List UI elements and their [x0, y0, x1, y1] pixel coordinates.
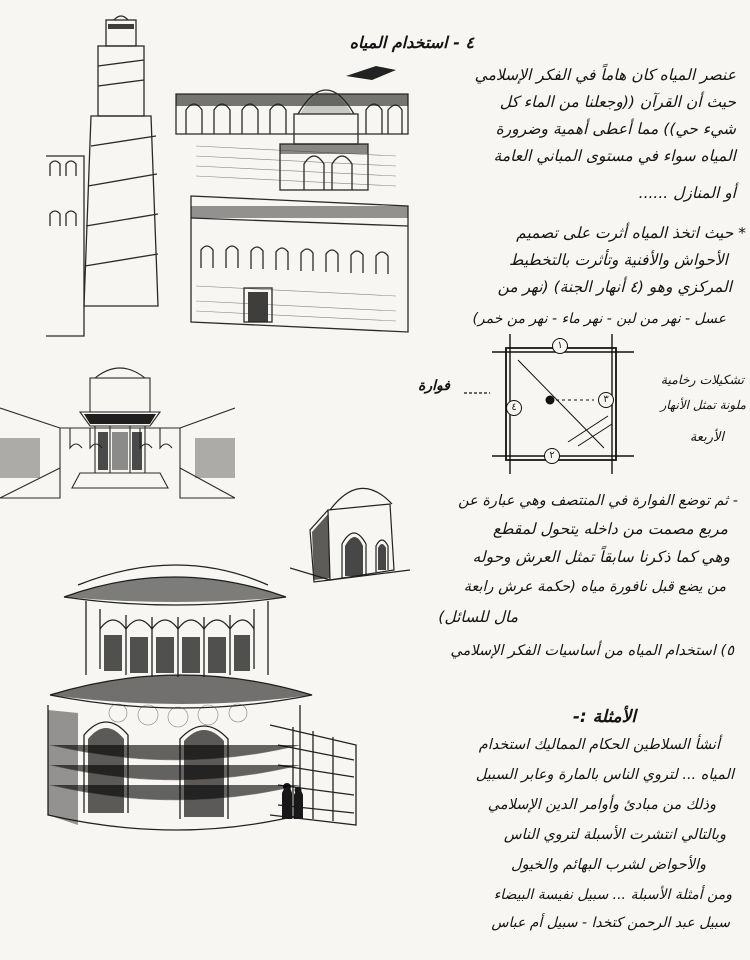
paragraph-line: أو المنازل ......	[638, 184, 736, 202]
paragraph-line: أنشأ السلاطين الحكام المماليك استخدام	[478, 737, 720, 753]
paragraph-line: - ثم توضع الفوارة في المنتصف وهي عبارة عن	[458, 493, 738, 509]
diagram-number: ٤	[506, 400, 522, 416]
paragraph-line: المياه سواء في مستوى المباني العامة	[493, 147, 736, 165]
diagram-caption: تشكيلات رخامية	[660, 372, 744, 387]
diagram-number: ٣	[598, 392, 614, 408]
paragraph-line: ومن أمثلة الأسبلة ... سبيل نفيسة البيضاء	[493, 887, 732, 903]
paragraph-line: شيء حي)) مما أعطى أهمية وضرورة	[495, 120, 736, 138]
four-rivers-diagram	[488, 334, 638, 474]
paragraph-line: والأحواض لشرب البهائم والخيول	[511, 857, 706, 873]
paragraph-line: * حيث اتخذ المياه أثرت على تصميم	[516, 224, 746, 242]
diagram-caption: الأربعة	[689, 430, 724, 445]
paragraph-line: الأحواش والأفنية وتأثرت بالتخطيط	[509, 251, 728, 269]
heading-examples: الأمثلة :-	[572, 707, 636, 727]
diagram-number: ١	[552, 338, 568, 354]
paragraph-line: عنصر المياه كان هاماً في الفكر الإسلامي	[474, 66, 736, 84]
fountain-arrow	[462, 388, 492, 398]
paragraph-line: وبالتالي انتشرت الأسبلة لتروي الناس	[503, 827, 726, 843]
heading-water-use: ٤ - استخدام المياه	[349, 33, 474, 52]
diagram-caption: ملونة تمثل الأنهار	[660, 398, 746, 412]
paragraph-line: من يضع قبل نافورة مياه (حكمة عرش رابعة	[463, 579, 726, 595]
paragraph-line: سبيل عبد الرحمن كتخدا - سبيل أم عباس	[491, 915, 730, 931]
fountain-dot	[546, 396, 555, 405]
paragraph-line: ٥) استخدام المياه من أساسيات الفكر الإسلامي	[450, 643, 734, 659]
sabil-kuttab-sketch	[38, 545, 360, 850]
paragraph-line: وذلك من مبادئ وأوامر الدين الإسلامي	[487, 797, 716, 813]
fountain-courtyard-sketch	[0, 348, 235, 503]
diagram-number: ٢	[544, 448, 560, 464]
mosque-courtyard-sketch	[36, 6, 416, 356]
paragraph-line: وهي كما ذكرنا سابقاً تمثل العرش وحوله	[472, 548, 730, 566]
paragraph-line: مربع مصمت من داخله يتحول لمقطع	[492, 520, 728, 538]
paragraph-line: مال للسائل)	[438, 608, 518, 626]
paragraph-line: عسل - نهر من لبن - نهر ماء - نهر من خمر)	[472, 311, 726, 327]
paragraph-line: المياه ... لتروي الناس بالمارة وعابر السبيل	[475, 767, 734, 783]
paragraph-line: المركزي وهو (٤ أنهار الجنة) (نهر من	[497, 278, 732, 296]
paragraph-line: حيث أن القرآن ((وجعلنا من الماء كل	[499, 93, 736, 111]
fountain-label: فوارة	[418, 378, 450, 394]
